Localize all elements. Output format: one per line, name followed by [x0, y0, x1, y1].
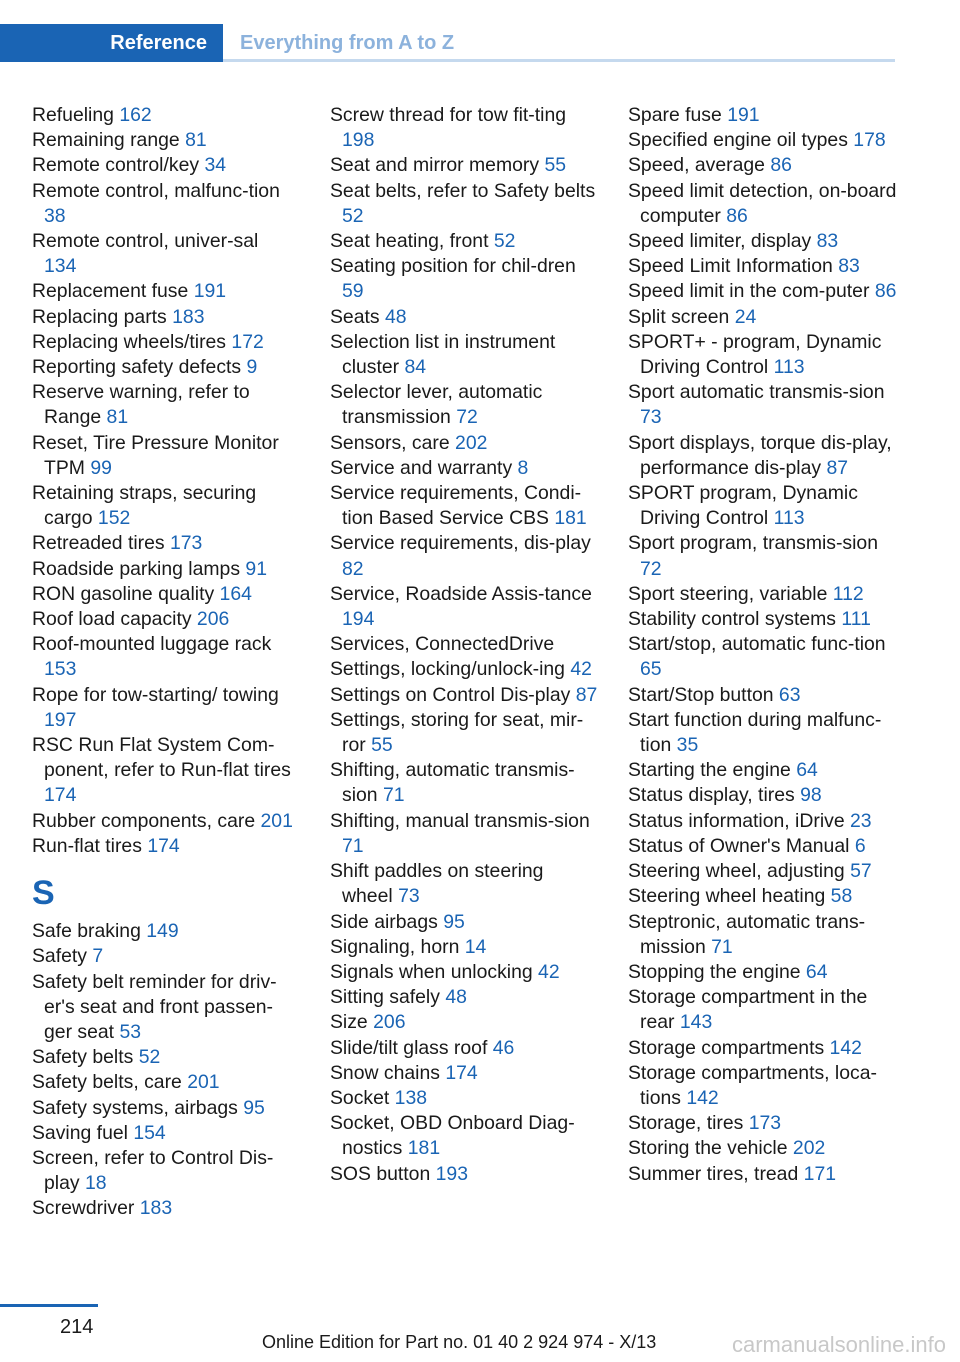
page-header — [0, 24, 895, 62]
index-entry-term: Safety systems, airbags — [32, 1096, 238, 1119]
index-entry-term: Retreaded tires — [32, 532, 165, 555]
index-entry-term: Start/stop, automatic func-tion — [628, 633, 886, 656]
index-page-link[interactable]: 87 — [575, 683, 598, 706]
index-entry-term: Service, Roadside Assis-tance — [330, 582, 592, 605]
index-entry-term: Selector lever, automatic transmission — [330, 381, 543, 429]
index-entry-term: Remote control, univer-sal — [32, 230, 259, 253]
index-page-link[interactable]: 71 — [382, 784, 405, 807]
index-entry — [330, 683, 598, 708]
index-entry — [628, 910, 898, 960]
index-page-link[interactable]: 193 — [435, 1162, 468, 1185]
index-entry-term: Safe braking — [32, 920, 141, 943]
index-entry — [330, 985, 598, 1010]
index-entry-term: Split screen — [628, 305, 730, 328]
index-entry — [628, 1111, 898, 1136]
index-page-link[interactable]: 183 — [172, 305, 205, 328]
index-section-letter: S — [32, 874, 55, 913]
index-entry-term: Snow chains — [330, 1061, 440, 1084]
index-entry-term: Storing the vehicle — [628, 1137, 788, 1160]
index-entry — [628, 884, 898, 909]
index-entry-term: Sensors, care — [330, 431, 450, 454]
index-page-link[interactable]: 174 — [147, 834, 180, 857]
index-entry-term: Remaining range — [32, 129, 180, 152]
index-page-link[interactable]: 202 — [455, 431, 488, 454]
watermark: carmanualsonline.info — [731, 1332, 946, 1357]
index-page-link[interactable]: 24 — [734, 305, 757, 328]
index-page-link[interactable]: 87 — [826, 456, 849, 479]
index-entry-term: Storage compartments — [628, 1036, 825, 1059]
index-entry-term: Seat and mirror memory — [330, 154, 540, 177]
index-entry — [628, 1136, 898, 1161]
index-entry-term: Selection list in instrument cluster — [330, 330, 556, 379]
index-entry — [330, 254, 598, 304]
index-entry-term: Shift paddles on steering wheel — [330, 860, 544, 908]
index-page-link[interactable]: 138 — [394, 1086, 428, 1109]
index-entry-term: Storage compartments, loca-tions — [628, 1061, 877, 1109]
index-entry — [628, 1061, 898, 1111]
index-entry-term: Roof-mounted luggage rack — [32, 633, 272, 656]
index-entry — [330, 708, 598, 758]
index-entry-term: Socket — [330, 1086, 390, 1109]
index-entry — [32, 683, 294, 733]
index-entry-term: Rubber components, care — [32, 809, 256, 832]
index-entry-term: Safety belt reminder for driv-er's seat and front passen-ger seat — [32, 970, 277, 1043]
index-page-link[interactable]: 57 — [850, 860, 872, 883]
index-page-link[interactable]: 72 — [456, 406, 478, 429]
index-page-link[interactable]: 81 — [106, 406, 129, 429]
index-entry — [330, 431, 598, 456]
index-entry-term: Start/Stop button — [628, 683, 774, 706]
index-page-link[interactable]: 64 — [796, 759, 818, 782]
index-entry — [330, 809, 598, 859]
index-entry-term: Remote control, malfunc-tion — [32, 179, 280, 202]
index-entry-term: Reserve warning, refer to Range — [32, 381, 250, 429]
index-entry — [330, 960, 598, 985]
index-entry-term: Sitting safely — [330, 986, 440, 1009]
index-entry-term: SPORT program, Dynamic Driving Control — [628, 482, 858, 530]
index-page-link[interactable]: 173 — [169, 532, 203, 555]
index-entry — [330, 582, 598, 632]
index-page-link[interactable]: 152 — [97, 507, 131, 530]
index-entry — [628, 103, 898, 128]
index-column-3 — [628, 103, 898, 1187]
index-entry — [32, 557, 294, 582]
index-entry — [628, 380, 898, 430]
index-page-link[interactable]: 35 — [676, 734, 699, 757]
index-entry-term: Storage compartment in the rear — [628, 986, 868, 1034]
index-entry — [32, 632, 294, 682]
index-entry — [628, 985, 898, 1035]
index-entry — [32, 355, 294, 380]
index-entry — [32, 103, 294, 128]
index-entry — [628, 607, 898, 632]
index-entry-term: Service and warranty — [330, 456, 513, 479]
index-entry — [330, 481, 598, 531]
index-page-link[interactable]: 73 — [398, 885, 420, 908]
index-entry-term: Refueling — [32, 104, 114, 126]
index-page-link[interactable]: 172 — [231, 330, 264, 353]
index-entry — [330, 229, 598, 254]
index-entry-term: Sport program, transmis-sion — [628, 532, 879, 555]
index-entry-term: Status of Owner's Manual — [628, 834, 850, 857]
index-entry-term: Services, ConnectedDrive — [330, 633, 555, 656]
index-page-link[interactable]: 86 — [874, 280, 897, 303]
index-entry — [330, 179, 598, 229]
index-page-link[interactable]: 65 — [640, 658, 662, 681]
index-entry — [628, 128, 898, 153]
index-entry — [330, 1086, 598, 1111]
index-entry — [330, 1111, 598, 1161]
index-entry — [32, 128, 294, 153]
index-entry — [32, 809, 294, 834]
index-entry — [32, 1146, 294, 1196]
index-entry-term: Settings, storing for seat, mir-ror — [330, 708, 584, 757]
index-page-link[interactable]: 64 — [805, 960, 828, 983]
index-column-2 — [330, 103, 598, 1187]
index-page-link[interactable]: 174 — [44, 784, 77, 807]
index-entry-term: Settings on Control Dis-play — [330, 683, 571, 706]
index-entry — [32, 1045, 294, 1070]
index-entry — [628, 960, 898, 985]
index-page-link[interactable]: 201 — [260, 809, 293, 832]
index-entry — [330, 1036, 598, 1061]
index-entry — [628, 683, 898, 708]
index-entry — [628, 279, 898, 304]
index-page-link[interactable]: 201 — [187, 1071, 220, 1094]
index-entry — [32, 582, 294, 607]
index-entry-term: Reset, Tire Pressure Monitor TPM — [32, 431, 279, 479]
index-entry-term: Roof load capacity — [32, 608, 192, 631]
index-page-link[interactable]: 53 — [119, 1020, 142, 1043]
index-page-link[interactable]: 18 — [84, 1172, 107, 1195]
index-entry-term: RON gasoline quality — [32, 582, 215, 605]
index-entry — [330, 632, 598, 657]
index-page-link[interactable]: 194 — [342, 608, 375, 631]
index-entry-term: Reporting safety defects — [32, 356, 242, 379]
index-page-link[interactable]: 52 — [493, 230, 516, 253]
index-entry-term: Specified engine oil types — [628, 129, 848, 152]
index-entry-term: Speed limiter, display — [628, 230, 812, 253]
index-entry — [32, 944, 294, 969]
index-entry — [32, 531, 294, 556]
index-page-link[interactable]: 48 — [384, 305, 407, 328]
index-entry-term: Slide/tilt glass roof — [330, 1036, 488, 1059]
index-page-link[interactable]: 178 — [853, 129, 886, 152]
index-page-link[interactable]: 42 — [570, 658, 592, 681]
index-entry — [32, 153, 294, 178]
index-page-link[interactable]: 42 — [538, 960, 560, 983]
index-entry-term: Start function during malfunc-tion — [628, 708, 882, 757]
index-page-link[interactable]: 86 — [726, 204, 748, 227]
index-page-link[interactable]: 71 — [342, 834, 364, 857]
index-page-link[interactable]: 149 — [146, 920, 179, 943]
index-entry — [32, 179, 294, 229]
index-page-link[interactable]: 48 — [445, 986, 467, 1009]
index-entry-term: Screw thread for tow fit-ting — [330, 104, 567, 126]
index-entry — [628, 859, 898, 884]
index-page-link[interactable]: 164 — [219, 582, 252, 605]
index-page-link[interactable]: 202 — [792, 1137, 826, 1160]
index-entry — [330, 330, 598, 380]
index-entry — [628, 330, 898, 380]
index-entry-term: Sport displays, torque dis-play, performance dis-play — [628, 431, 892, 479]
index-entry — [628, 582, 898, 607]
index-entry-term: Saving fuel — [32, 1121, 128, 1144]
index-entry-term: SPORT+ - program, Dynamic Driving Control — [628, 330, 882, 379]
index-page-link[interactable]: 142 — [829, 1036, 862, 1059]
index-page-link[interactable]: 58 — [830, 885, 853, 908]
index-entry — [628, 1162, 898, 1187]
index-entry — [330, 657, 598, 682]
index-page-link[interactable]: 154 — [133, 1121, 166, 1144]
index-entry-term: Signaling, horn — [330, 935, 460, 958]
index-page-link[interactable]: 6 — [854, 834, 866, 857]
index-entry — [330, 1010, 598, 1035]
index-entry — [330, 1061, 598, 1086]
index-entry — [32, 481, 294, 531]
index-entry — [32, 919, 294, 944]
index-entry — [628, 179, 898, 229]
index-page-link[interactable]: 86 — [770, 154, 792, 177]
index-page-link[interactable]: 55 — [544, 154, 567, 177]
index-page-link[interactable]: 198 — [342, 129, 375, 152]
edition-note: Online Edition for Part no. 01 40 2 924 974 - X/13 — [262, 1332, 657, 1352]
index-entry-term: RSC Run Flat System Com-ponent, refer to Run-flat tires — [32, 734, 291, 782]
index-page-link[interactable]: 111 — [841, 608, 871, 631]
index-page-link[interactable]: 174 — [445, 1061, 478, 1084]
index-entry — [32, 380, 294, 430]
index-entry — [628, 431, 898, 481]
index-entry — [32, 229, 294, 279]
index-page-link[interactable]: 171 — [803, 1162, 837, 1185]
index-entry-term: Replacing parts — [32, 305, 167, 328]
index-page-link[interactable]: 59 — [342, 280, 364, 303]
index-page-link[interactable]: 7 — [92, 945, 104, 968]
index-page-link[interactable]: 71 — [711, 935, 733, 958]
index-entry-term: Summer tires, tread — [628, 1162, 799, 1185]
index-entry — [32, 431, 294, 481]
index-column-1 — [32, 103, 294, 1222]
index-entry-term: Status information, iDrive — [628, 809, 845, 832]
index-entry-term: Stopping the engine — [628, 960, 801, 983]
index-page-link[interactable]: 91 — [245, 557, 267, 580]
index-entry — [628, 1036, 898, 1061]
index-entry-term: Replacement fuse — [32, 280, 189, 303]
index-page-link[interactable]: 99 — [90, 456, 112, 479]
index-page-link[interactable]: 206 — [196, 608, 230, 631]
index-entry — [330, 103, 598, 153]
index-page-link[interactable]: 34 — [204, 154, 227, 177]
index-entry — [628, 481, 898, 531]
index-page-link[interactable]: 84 — [404, 356, 427, 379]
index-page-link[interactable]: 183 — [139, 1197, 173, 1220]
index-page-link[interactable]: 81 — [185, 129, 207, 152]
index-page-link[interactable]: 98 — [800, 784, 822, 807]
index-entry — [32, 279, 294, 304]
index-entry — [330, 380, 598, 430]
index-entry-term: SOS button — [330, 1162, 431, 1185]
index-entry-term: Safety belts — [32, 1046, 134, 1069]
index-entry-term: Safety — [32, 945, 87, 968]
index-entry-term: Screen, refer to Control Dis-play — [32, 1146, 274, 1195]
index-page-link[interactable]: 191 — [727, 104, 760, 126]
index-entry-term: Run-flat tires — [32, 834, 142, 857]
index-entry-term: Replacing wheels/tires — [32, 330, 227, 353]
index-entry — [32, 1070, 294, 1095]
index-entry-term: Speed Limit Information — [628, 255, 833, 278]
index-page-link[interactable]: 38 — [44, 204, 66, 227]
index-entry — [628, 254, 898, 279]
index-entry-term: Seats — [330, 305, 380, 328]
index-page-link[interactable]: 52 — [342, 204, 364, 227]
index-entry — [32, 970, 294, 1046]
index-entry-term: Starting the engine — [628, 759, 791, 782]
index-entry-term: Seating position for chil-dren — [330, 255, 576, 278]
index-page-link[interactable]: 23 — [850, 809, 872, 832]
index-entry-term: Sport steering, variable — [628, 582, 828, 605]
index-page-link[interactable]: 181 — [407, 1137, 441, 1160]
index-entry-term: Size — [330, 1011, 368, 1034]
index-page-link[interactable]: 153 — [44, 658, 77, 681]
index-entry-term: Stability control systems — [628, 608, 836, 631]
index-entry — [628, 632, 898, 682]
index-entry-term: Sport automatic transmis-sion — [628, 381, 885, 404]
index-entry — [330, 859, 598, 909]
index-entry — [32, 305, 294, 330]
index-entry-term: Steering wheel heating — [628, 885, 826, 908]
index-page-link[interactable]: 113 — [773, 507, 805, 530]
index-page-link[interactable]: 162 — [119, 104, 152, 126]
index-entry — [330, 935, 598, 960]
index-entry-term: Steptronic, automatic trans-mission — [628, 910, 866, 958]
index-entry-term: Shifting, manual transmis-sion — [330, 809, 590, 832]
index-page-link[interactable]: 113 — [773, 356, 805, 379]
index-page-link[interactable]: 82 — [342, 557, 364, 580]
index-entry-term: Service requirements, dis-play — [330, 532, 591, 555]
index-page-link[interactable]: 83 — [816, 230, 839, 253]
page-number: 214 — [60, 1316, 94, 1338]
index-entry-term: Roadside parking lamps — [32, 557, 241, 580]
index-entry-term: Side airbags — [330, 910, 438, 933]
index-page-link[interactable]: 112 — [832, 582, 864, 605]
footer-rule — [0, 1304, 98, 1307]
index-entry-term: Socket, OBD Onboard Diag-nostics — [330, 1112, 575, 1160]
index-entry-term: Speed, average — [628, 154, 765, 177]
index-entry-term: Safety belts, care — [32, 1071, 182, 1094]
index-page-link[interactable]: 95 — [443, 910, 465, 933]
index-entry — [330, 531, 598, 581]
index-entry-term: Service requirements, Condi-tion Based Service CBS — [330, 482, 582, 530]
index-entry — [628, 783, 898, 808]
index-entry — [330, 305, 598, 330]
index-entry-term: Remote control/key — [32, 154, 200, 177]
index-entry — [628, 834, 898, 859]
index-entry — [628, 809, 898, 834]
index-entry-term: Spare fuse — [628, 104, 722, 126]
index-entry-term: Signals when unlocking — [330, 960, 533, 983]
index-entry-term: Shifting, automatic transmis-sion — [330, 759, 575, 807]
index-page-link[interactable]: 73 — [640, 406, 662, 429]
index-entry-term: Steering wheel, adjusting — [628, 860, 845, 883]
index-entry — [330, 153, 598, 178]
index-entry — [32, 330, 294, 355]
index-entry-term: Speed limit detection, on-board computer — [628, 179, 897, 227]
index-page-link[interactable]: 63 — [778, 683, 801, 706]
index-entry-term: Speed limit in the com-puter — [628, 280, 870, 303]
index-page-link[interactable]: 197 — [44, 708, 77, 731]
index-page-link[interactable]: 95 — [243, 1096, 265, 1119]
index-page-link[interactable]: 206 — [373, 1011, 406, 1034]
index-entry — [330, 910, 598, 935]
index-entry — [628, 153, 898, 178]
index-entry-term: Storage, tires — [628, 1112, 744, 1135]
index-entry — [628, 758, 898, 783]
index-entry-term: Retaining straps, securing cargo — [32, 482, 257, 530]
index-entry — [32, 607, 294, 632]
index-entry-term: Settings, locking/unlock-ing — [330, 658, 565, 681]
index-entry — [628, 531, 898, 581]
index-page-link[interactable]: 46 — [492, 1036, 515, 1059]
index-page-link[interactable]: 8 — [517, 456, 529, 479]
subsection-tab[interactable]: Everything from A to Z — [240, 32, 455, 54]
index-page-link[interactable]: 14 — [464, 935, 487, 958]
index-entry-term: Rope for tow-starting/ towing — [32, 683, 279, 706]
index-entry — [32, 733, 294, 809]
index-entry — [32, 1096, 294, 1121]
index-page-link[interactable]: 142 — [686, 1086, 719, 1109]
index-page-link[interactable]: 191 — [193, 280, 227, 303]
index-page-link[interactable]: 52 — [138, 1046, 161, 1069]
index-entry — [330, 456, 598, 481]
index-entry — [628, 229, 898, 254]
index-page-link[interactable]: 72 — [640, 557, 662, 580]
index-page-link[interactable]: 55 — [371, 734, 393, 757]
index-page-link[interactable]: 181 — [554, 507, 587, 530]
section-tab[interactable]: Reference — [0, 24, 223, 62]
index-entry — [628, 305, 898, 330]
index-entry — [330, 758, 598, 808]
index-entry — [32, 834, 294, 859]
index-page-link[interactable]: 9 — [246, 356, 258, 379]
index-page-link[interactable]: 83 — [838, 255, 860, 278]
index-entry-term: Seat heating, front — [330, 230, 489, 253]
index-entry — [32, 1196, 294, 1221]
index-page-link[interactable]: 143 — [679, 1011, 713, 1034]
index-entry-term: Seat belts, refer to Safety belts — [330, 179, 596, 202]
index-entry — [628, 708, 898, 758]
index-entry-term: Status display, tires — [628, 784, 795, 807]
index-page-link[interactable]: 134 — [44, 255, 77, 278]
index-entry — [330, 1162, 598, 1187]
index-page-link[interactable]: 173 — [748, 1112, 782, 1135]
index-entry-term: Screwdriver — [32, 1197, 135, 1220]
index-entry — [32, 1121, 294, 1146]
